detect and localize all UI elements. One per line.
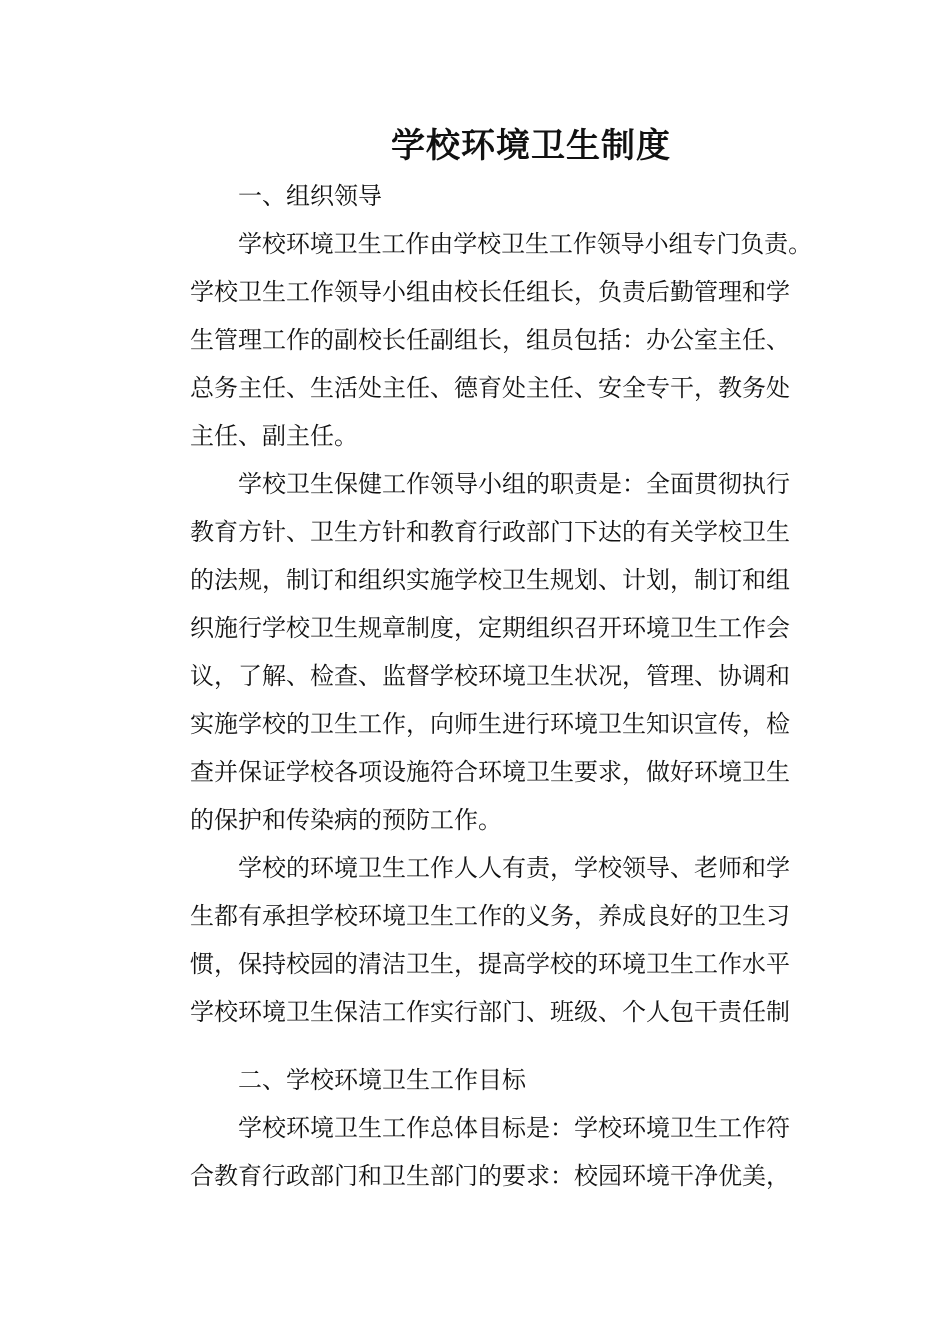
paragraph-line: 查并保证学校各项设施符合环境卫生要求，做好环境卫生 [190, 758, 790, 786]
paragraph-line: 主任、副主任。 [190, 422, 358, 450]
document-title: 学校环境卫生制度 [391, 126, 671, 166]
paragraph-line: 学校环境卫生保洁工作实行部门、班级、个人包干责任制 [190, 998, 790, 1026]
paragraph-line: 总务主任、生活处主任、德育处主任、安全专干，教务处 [190, 374, 790, 402]
paragraph-line: 学校卫生保健工作领导小组的职责是：全面贯彻执行 [238, 470, 790, 498]
paragraph-line: 学校卫生工作领导小组由校长任组长，负责后勤管理和学 [190, 278, 790, 306]
paragraph-line: 的保护和传染病的预防工作。 [190, 806, 502, 834]
paragraph-line: 生都有承担学校环境卫生工作的义务，养成良好的卫生习 [190, 902, 790, 930]
paragraph-line: 教育方针、卫生方针和教育行政部门下达的有关学校卫生 [190, 518, 790, 546]
section-heading-goals: 二、学校环境卫生工作目标 [238, 1066, 526, 1094]
paragraph-line: 生管理工作的副校长任副组长，组员包括：办公室主任、 [190, 326, 790, 354]
paragraph-line: 学校环境卫生工作由学校卫生工作领导小组专门负责。 [238, 230, 812, 258]
paragraph-line: 实施学校的卫生工作，向师生进行环境卫生知识宣传，检 [190, 710, 790, 738]
paragraph-line: 的法规，制订和组织实施学校卫生规划、计划，制订和组 [190, 566, 790, 594]
paragraph-line: 议，了解、检查、监督学校环境卫生状况，管理、协调和 [190, 662, 790, 690]
paragraph-line: 学校环境卫生工作总体目标是：学校环境卫生工作符 [238, 1114, 790, 1142]
section-heading-organization: 一、组织领导 [238, 182, 382, 210]
paragraph-line: 学校的环境卫生工作人人有责，学校领导、老师和学 [238, 854, 790, 882]
paragraph-line: 织施行学校卫生规章制度，定期组织召开环境卫生工作会 [190, 614, 790, 642]
paragraph-line: 惯，保持校园的清洁卫生，提高学校的环境卫生工作水平 [190, 950, 790, 978]
paragraph-line: 合教育行政部门和卫生部门的要求：校园环境干净优美， [190, 1162, 790, 1190]
